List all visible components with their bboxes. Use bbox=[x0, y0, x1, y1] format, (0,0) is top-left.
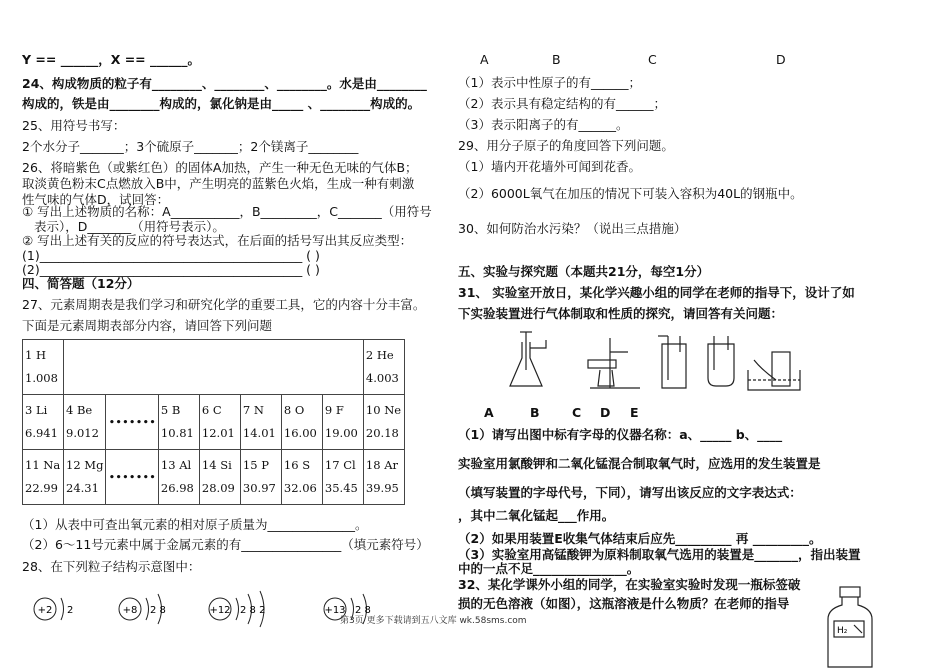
q31-sub1: （1）请写出图中标有字母的仪器名称：a、_____ b、____ bbox=[458, 427, 783, 442]
element-cell: 4 Be 9.012 bbox=[64, 395, 106, 450]
q26-line2: 取淡黄色粉末C点燃放入B中，产生明亮的蓝紫色火焰，生成一种有刺激 bbox=[22, 176, 415, 191]
q31-line2: 下实验装置进行气体制取和性质的探究，请回答有关问题： bbox=[458, 306, 784, 321]
element-cell: 11 Na 22.99 bbox=[23, 450, 64, 505]
q31-sub7: 中的一点不足_______________。 bbox=[458, 561, 640, 576]
table-row bbox=[23, 340, 405, 395]
table-row bbox=[23, 450, 405, 505]
table-gap-cell bbox=[64, 340, 364, 395]
q28-option-b: B bbox=[552, 52, 561, 67]
q23-answer-line: Y == ______，X == ______。 bbox=[22, 52, 200, 67]
svg-text:2 8: 2 8 bbox=[150, 605, 166, 616]
element-cell: 17 Cl 35.45 bbox=[322, 450, 363, 505]
q29-sub1: （1）墙内开花墙外可闻到花香。 bbox=[458, 159, 641, 174]
element-cell: 1 H 1.008 bbox=[23, 340, 64, 395]
q24-line1: 24、构成物质的粒子有________、________、________。水是由________ bbox=[22, 76, 427, 91]
atom-diagram-a bbox=[34, 598, 73, 620]
q27-line2: 下面是元素周期表部分内容，请回答下列问题 bbox=[22, 318, 273, 333]
apparatus-label-a: A bbox=[484, 405, 494, 420]
q26-line6: ② 写出上述有关的反应的符号表达式，在后面的括号写出其反应类型： bbox=[22, 233, 413, 248]
q31-sub4: ，其中二氧化锰起___作用。 bbox=[458, 508, 615, 523]
element-cell: 8 O 16.00 bbox=[281, 395, 322, 450]
q28-sub1: （1）表示中性原子的有______； bbox=[458, 75, 641, 90]
element-cell: 10 Ne 20.18 bbox=[363, 395, 404, 450]
q32-line1: 32、某化学课外小组的同学，在实验室实验时发现一瓶标签破 bbox=[458, 577, 801, 592]
q27-sub2: （2）6～11号元素中属于金属元素的有________________（填元素符号） bbox=[22, 537, 429, 552]
ellipsis-cell: ••••••• bbox=[106, 395, 158, 450]
q26-blank2: (2)__________________________________________ ( ) bbox=[22, 262, 320, 277]
element-cell: 5 B 10.81 bbox=[158, 395, 199, 450]
q26-line5: 表示），D_______（用符号表示）。 bbox=[34, 219, 225, 234]
element-cell: 2 He 4.003 bbox=[363, 340, 404, 395]
ellipsis-cell: ••••••• bbox=[106, 450, 158, 505]
element-cell: 3 Li 6.941 bbox=[23, 395, 64, 450]
apparatus-label-b: B bbox=[530, 405, 540, 420]
element-cell: 14 Si 28.09 bbox=[199, 450, 240, 505]
svg-text:H₂: H₂ bbox=[837, 626, 848, 636]
q28-option-a: A bbox=[480, 52, 489, 67]
q25-title: 25、用符号书写： bbox=[22, 118, 126, 133]
q31-sub6: （3）实验室用高锰酸钾为原料制取氧气选用的装置是_______，指出装置 bbox=[458, 547, 861, 562]
table-row bbox=[23, 395, 405, 450]
section-5-title: 五、实验与探究题（本题共21分，每空1分） bbox=[458, 264, 710, 279]
reagent-bottle-image bbox=[820, 585, 880, 671]
svg-text:2 8 2: 2 8 2 bbox=[240, 605, 266, 616]
svg-text:2 8: 2 8 bbox=[355, 605, 371, 616]
q27-sub1: （1）从表中可查出氧元素的相对原子质量为______________。 bbox=[22, 517, 368, 532]
atom-diagram-b bbox=[119, 594, 166, 624]
element-cell: 18 Ar 39.95 bbox=[363, 450, 404, 505]
q28-sub3: （3）表示阳离子的有______。 bbox=[458, 117, 629, 132]
svg-text:+12: +12 bbox=[209, 605, 231, 616]
element-cell: 7 N 14.01 bbox=[240, 395, 281, 450]
q25-line: 2个水分子_______；3个硫原子_______；2个镁离子________ bbox=[22, 139, 359, 154]
page-footer: 第3页 更多下载请到五八文库 wk.58sms.com bbox=[340, 616, 527, 626]
q26-line1: 26、将暗紫色（或紫红色）的固体A加热，产生一种无色无味的气体B； bbox=[22, 160, 418, 175]
q26-line3: 性气味的气体D，试回答： bbox=[22, 192, 170, 207]
svg-text:+2: +2 bbox=[37, 605, 53, 616]
periodic-table bbox=[22, 339, 405, 505]
atom-structure-diagrams bbox=[25, 588, 385, 630]
element-cell: 13 Al 26.98 bbox=[158, 450, 199, 505]
q28-sub2: （2）表示具有稳定结构的有______； bbox=[458, 96, 666, 111]
q28-option-c: C bbox=[648, 52, 657, 67]
atom-diagram-c bbox=[209, 591, 265, 627]
element-cell: 6 C 12.01 bbox=[199, 395, 240, 450]
q32-line2: 损的无色溶液（如图），这瓶溶液是什么物质？在老师的指导 bbox=[458, 596, 790, 611]
element-cell: 9 F 19.00 bbox=[322, 395, 363, 450]
q28-title: 28、在下列粒子结构示意图中： bbox=[22, 559, 201, 574]
q31-sub5: （2）如果用装置E收集气体结束后应先_________ 再 _________。 bbox=[458, 531, 822, 546]
lab-apparatus-diagram bbox=[490, 330, 820, 405]
q26-line4: ① 写出上述物质的名称：A___________，B_________，C_______（用符号 bbox=[22, 204, 432, 219]
svg-text:+8: +8 bbox=[122, 605, 138, 616]
apparatus-label-d: D bbox=[600, 405, 611, 420]
element-cell: 15 P 30.97 bbox=[240, 450, 281, 505]
q24-line2: 构成的，铁是由________构成的，氯化钠是由_____ 、________构成的。 bbox=[22, 96, 421, 111]
section-4-title: 四、简答题（12分） bbox=[22, 276, 140, 291]
q31-sub2: 实验室用氯酸钾和二氧化锰混合制取氧气时，应选用的发生装置是 bbox=[458, 456, 821, 471]
q27-line1: 27、元素周期表是我们学习和研究化学的重要工具，它的内容十分丰富。 bbox=[22, 297, 426, 312]
element-cell: 16 S 32.06 bbox=[281, 450, 322, 505]
apparatus-label-e: E bbox=[630, 405, 639, 420]
element-cell: 12 Mg 24.31 bbox=[64, 450, 106, 505]
apparatus-label-c: C bbox=[572, 405, 582, 420]
q28-option-d: D bbox=[776, 52, 786, 67]
q29-title: 29、用分子原子的角度回答下列问题。 bbox=[458, 138, 674, 153]
q31-line1: 31、 实验室开放日，某化学兴趣小组的同学在老师的指导下，设计了如 bbox=[458, 285, 855, 300]
q31-sub3: （填写装置的字母代号，下同），请写出该反应的文字表达式： bbox=[458, 485, 802, 500]
svg-text:+13: +13 bbox=[324, 605, 346, 616]
q30-title: 30、如何防治水污染？（说出三点措施） bbox=[458, 221, 687, 236]
q29-sub2: （2）6000L氧气在加压的情况下可装入容积为40L的钢瓶中。 bbox=[458, 186, 803, 201]
svg-text:2: 2 bbox=[67, 605, 74, 616]
q26-blank1: (1)__________________________________________ ( ) bbox=[22, 248, 320, 263]
